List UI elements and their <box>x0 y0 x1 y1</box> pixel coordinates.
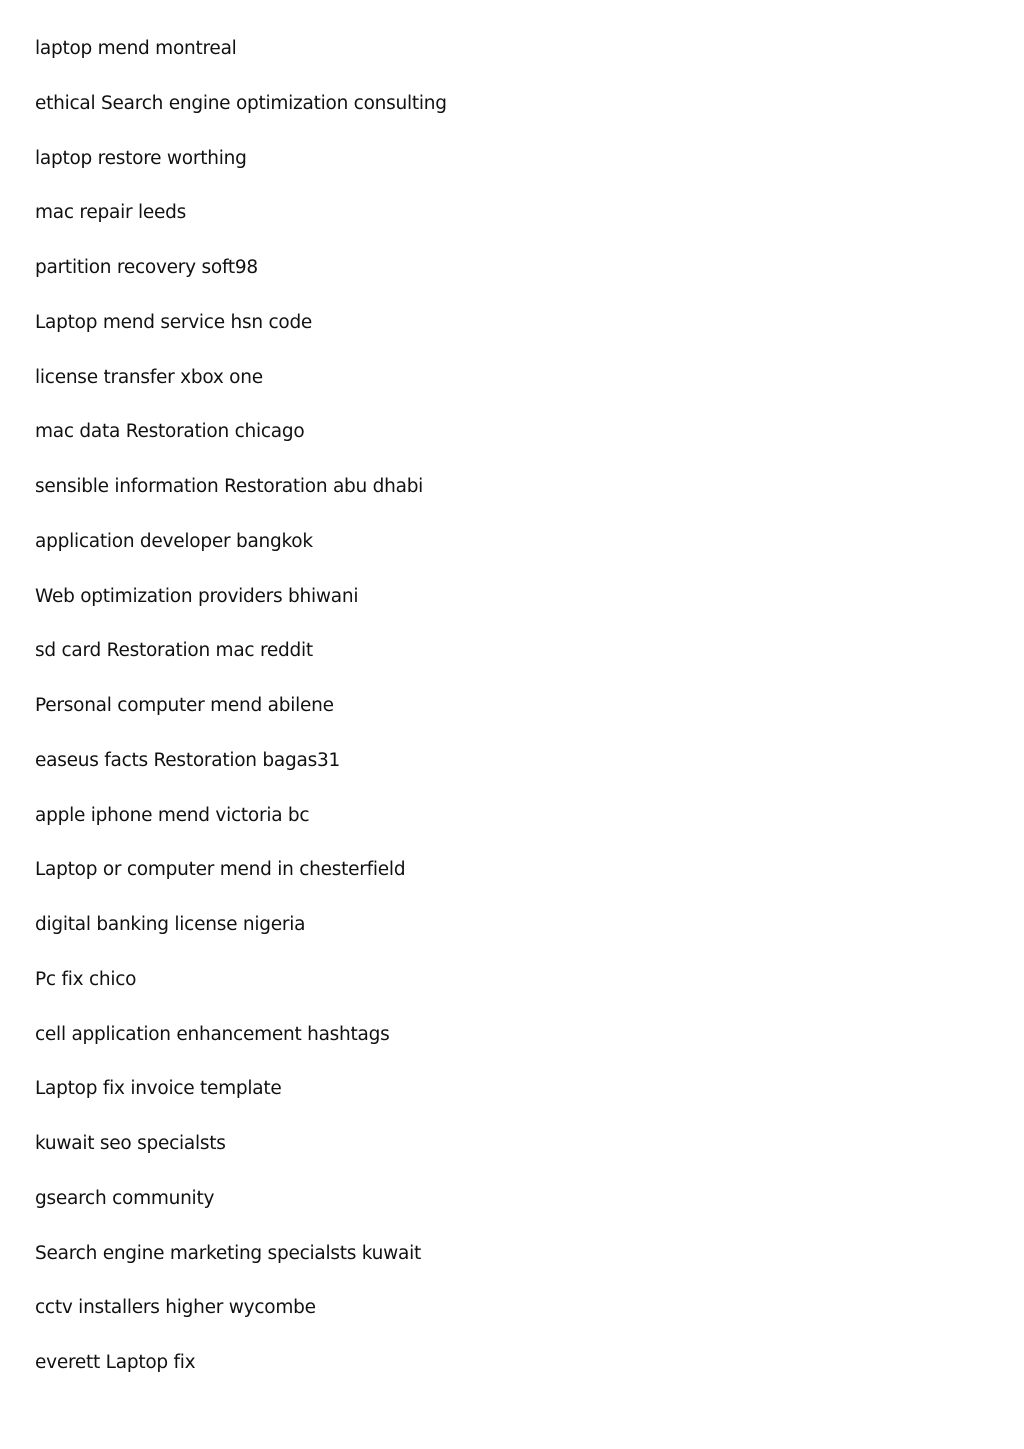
list-item[interactable]: sensible information Restoration abu dhabi <box>35 476 424 497</box>
keyword-list <box>35 34 447 1403</box>
list-item[interactable]: Search engine marketing specialsts kuwait <box>35 1242 422 1264</box>
list-item[interactable]: easeus facts Restoration bagas31 <box>35 749 340 771</box>
list-item[interactable]: sd card Restoration mac reddit <box>35 640 313 662</box>
list-item[interactable]: digital banking license nigeria <box>35 914 306 935</box>
list-item[interactable]: license transfer xbox one <box>35 366 263 388</box>
list-item[interactable]: mac data Restoration chicago <box>35 421 305 443</box>
list-item[interactable]: everett Laptop fix <box>35 1352 196 1373</box>
list-item[interactable]: mac repair leeds <box>35 202 186 224</box>
list-item[interactable]: Web optimization providers bhiwani <box>35 585 359 607</box>
list-item[interactable]: Personal computer mend abilene <box>35 695 334 716</box>
list-item[interactable]: Laptop or computer mend in chesterfield <box>35 859 406 881</box>
list-item[interactable]: cell application enhancement hashtags <box>35 1023 390 1045</box>
list-item[interactable]: kuwait seo specialsts <box>35 1133 226 1154</box>
list-item[interactable]: laptop restore worthing <box>35 147 247 169</box>
list-item[interactable]: partition recovery soft98 <box>35 257 258 278</box>
list-item[interactable]: Laptop fix invoice template <box>35 1078 282 1100</box>
list-item[interactable]: apple iphone mend victoria bc <box>35 804 310 826</box>
list-item[interactable]: application developer bangkok <box>35 530 313 552</box>
list-item[interactable]: cctv installers higher wycombe <box>35 1297 316 1319</box>
list-item[interactable]: Pc fix chico <box>35 968 137 990</box>
list-item[interactable]: Laptop mend service hsn code <box>35 311 313 333</box>
list-item[interactable]: ethical Search engine optimization consulting <box>35 92 447 114</box>
list-item[interactable]: laptop mend montreal <box>35 38 237 59</box>
list-item[interactable]: gsearch community <box>35 1187 215 1209</box>
